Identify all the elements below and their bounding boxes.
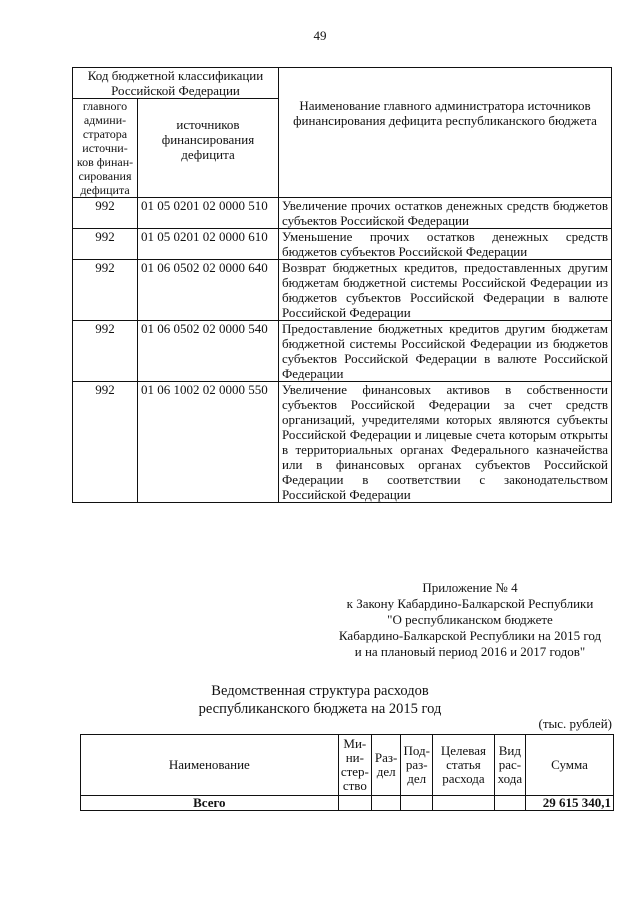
- table-row: [73, 321, 612, 382]
- appendix-line: Кабардино-Балкарской Республики на 2015 год: [338, 628, 602, 643]
- name-cell: Предоставление бюджетных кредитов другим бюджетам бюджетной системы Российской Федерации из бюджетов субъектов Российской Федерации в валюте Российской Федерации: [279, 321, 612, 382]
- empty-cell: [372, 796, 401, 811]
- appendix-line: и на плановый период 2016 и 2017 годов": [354, 644, 586, 659]
- section-title-line: республиканского бюджета на 2015 год: [198, 701, 442, 717]
- expenditure-table: [80, 734, 614, 811]
- empty-cell: [433, 796, 495, 811]
- total-label: Всего: [81, 796, 339, 811]
- name-cell: Увеличение финансовых активов в собственности субъектов Российской Федерации за счет средств организаций, учредителями которых являются субъекты Российской Федерации и лицевые счета которым открыты в территориальных органах Федерального казначейства или в финансовых органах субъектов Российской Федерации в соответствии с законодательством Российской Федерации: [279, 382, 612, 503]
- section-title-line: Ведомственная структура расходов: [211, 683, 429, 699]
- classification-code-cell: 01 06 0502 02 0000 640: [138, 260, 279, 321]
- header-budget-code: Код бюджетной классификации Российской Федерации: [73, 68, 279, 99]
- header-subsection: Под-раз-дел: [401, 735, 433, 796]
- table-header-row: [73, 68, 612, 99]
- total-sum: 29 615 340,1: [526, 796, 614, 811]
- admin-code-cell: 992: [73, 260, 138, 321]
- name-cell: Увеличение прочих остатков денежных средств бюджетов субъектов Российской Федерации: [279, 198, 612, 229]
- admin-code-cell: 992: [73, 198, 138, 229]
- appendix-line: к Закону Кабардино-Балкарской Республики: [346, 596, 594, 611]
- classification-code-cell: 01 05 0201 02 0000 510: [138, 198, 279, 229]
- header-admin-code: главного админи-стратора источни-ков финан-сирования дефицита: [73, 99, 138, 198]
- table-row: [73, 260, 612, 321]
- header-ministry: Ми-ни-стер-ство: [338, 735, 371, 796]
- sources-table: [72, 67, 612, 503]
- name-cell: Уменьшение прочих остатков денежных средств бюджетов субъектов Российской Федерации: [279, 229, 612, 260]
- table-row: [73, 382, 612, 503]
- header-target-article: Целевая статья расхода: [433, 735, 495, 796]
- header-name: Наименование: [81, 735, 339, 796]
- table-header-row: [81, 735, 614, 796]
- table-row: [73, 229, 612, 260]
- empty-cell: [401, 796, 433, 811]
- section-title: [0, 682, 640, 718]
- appendix-line: Приложение № 4: [422, 580, 518, 595]
- unit-label: (тыс. рублей): [538, 716, 612, 731]
- total-row: [81, 796, 614, 811]
- appendix-note: [320, 580, 620, 660]
- admin-code-cell: 992: [73, 382, 138, 503]
- header-sum: Сумма: [526, 735, 614, 796]
- classification-code-cell: 01 06 0502 02 0000 540: [138, 321, 279, 382]
- header-section: Раз-дел: [372, 735, 401, 796]
- classification-code-cell: 01 05 0201 02 0000 610: [138, 229, 279, 260]
- header-expense-type: Вид рас-хода: [494, 735, 525, 796]
- admin-code-cell: 992: [73, 321, 138, 382]
- admin-code-cell: 992: [73, 229, 138, 260]
- header-sources-code: источников финансирования дефицита: [138, 99, 279, 198]
- classification-code-cell: 01 06 1002 02 0000 550: [138, 382, 279, 503]
- name-cell: Возврат бюджетных кредитов, предоставленных другим бюджетам бюджетной системы Российской Федерации из бюджетов субъектов Российской Федерации в валюте Российской Федерации: [279, 260, 612, 321]
- empty-cell: [494, 796, 525, 811]
- header-administrator-name: Наименование главного администратора источников финансирования дефицита республиканского бюджета: [279, 68, 612, 198]
- appendix-line: "О республиканском бюджете: [387, 612, 553, 627]
- table-row: [73, 198, 612, 229]
- empty-cell: [338, 796, 371, 811]
- page-number: 49: [313, 28, 327, 43]
